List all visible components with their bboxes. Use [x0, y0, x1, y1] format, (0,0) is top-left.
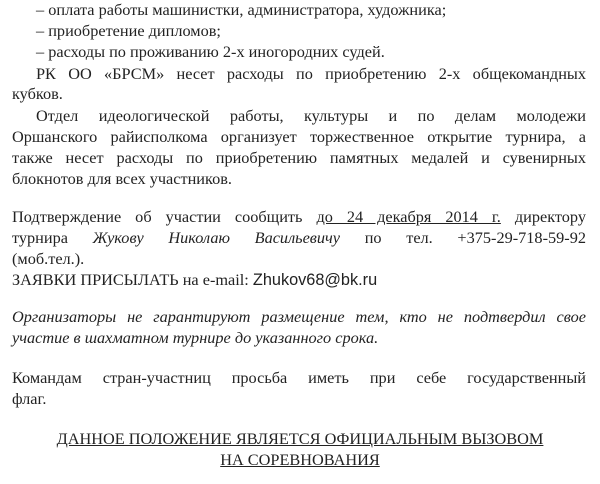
- text-line: также несет расходы по приобретению памятных медалей и сувенирных: [12, 148, 586, 167]
- text-line: Отдел идеологической работы, культуры и по делам молодежи: [36, 106, 586, 125]
- list-item-text: – расходы по проживанию 2-х иногородних судей.: [36, 42, 385, 61]
- text-fragment: турнира: [12, 228, 68, 247]
- list-item-text: – оплата работы машинистки, администратора, художника;: [36, 0, 447, 19]
- text-line: кубков.: [12, 84, 63, 103]
- paragraph-dept-line-1: [12, 106, 586, 125]
- organizers-note-line-2: [12, 328, 378, 347]
- text-fragment: Подтверждение об участии сообщить: [12, 207, 303, 226]
- phone-number: +375-29-718-59-92: [457, 228, 586, 247]
- official-call-line-1: [0, 429, 600, 448]
- text-line: Оршанского райисполкома организует торжественное открытие турнира, а: [12, 127, 586, 146]
- list-item: [36, 42, 385, 61]
- official-call-text: ДАННОЕ ПОЛОЖЕНИЕ ЯВЛЯЕТСЯ ОФИЦИАЛЬНЫМ ВЫЗОВОМ: [56, 429, 544, 448]
- text-fragment: директору: [514, 207, 586, 226]
- list-item-text: – приобретение дипломов;: [36, 21, 221, 40]
- list-item: [36, 21, 221, 40]
- text-line: флаг.: [12, 389, 47, 408]
- flag-line-1: [12, 368, 586, 387]
- text-line: Командам стран-участниц просьба иметь при себе государственный: [12, 368, 586, 387]
- confirmation-line-1: [12, 207, 586, 226]
- paragraph-dept-line-2: [12, 127, 586, 146]
- confirmation-line-3: [12, 249, 84, 268]
- paragraph-brsm-line-1: [12, 64, 586, 83]
- paragraph-dept-line-4: [12, 169, 232, 188]
- text-fragment: по тел.: [364, 228, 433, 247]
- flag-line-2: [12, 389, 46, 408]
- paragraph-brsm-line-2: [12, 84, 63, 103]
- official-call-text: НА СОРЕВНОВАНИЯ: [220, 450, 380, 469]
- text-line: Организаторы не гарантируют размещение тем, кто не подтвердил свое: [12, 307, 586, 326]
- deadline-date: до 24 декабря 2014 г.: [316, 207, 501, 226]
- text-fragment: (моб.тел.).: [12, 249, 85, 268]
- email-link[interactable]: Zhukov68@bk.ru: [252, 271, 378, 289]
- organizers-note-line-1: [12, 307, 586, 326]
- director-name: Жукову Николаю Васильевичу: [92, 228, 341, 247]
- text-line: РК ОО «БРСМ» несет расходы по приобретению 2-х общекомандных: [36, 64, 586, 83]
- applications-label: ЗАЯВКИ ПРИСЫЛАТЬ: [12, 270, 179, 289]
- paragraph-dept-line-3: [12, 148, 586, 167]
- text-line: участие в шахматном турнире до указанного срока.: [12, 328, 379, 347]
- official-call-line-2: [0, 450, 600, 469]
- text-line: блокнотов для всех участников.: [12, 169, 233, 188]
- text-fragment: на e-mail:: [182, 270, 249, 289]
- list-item: [36, 0, 446, 19]
- confirmation-line-2: [12, 228, 586, 247]
- applications-line: [12, 270, 377, 290]
